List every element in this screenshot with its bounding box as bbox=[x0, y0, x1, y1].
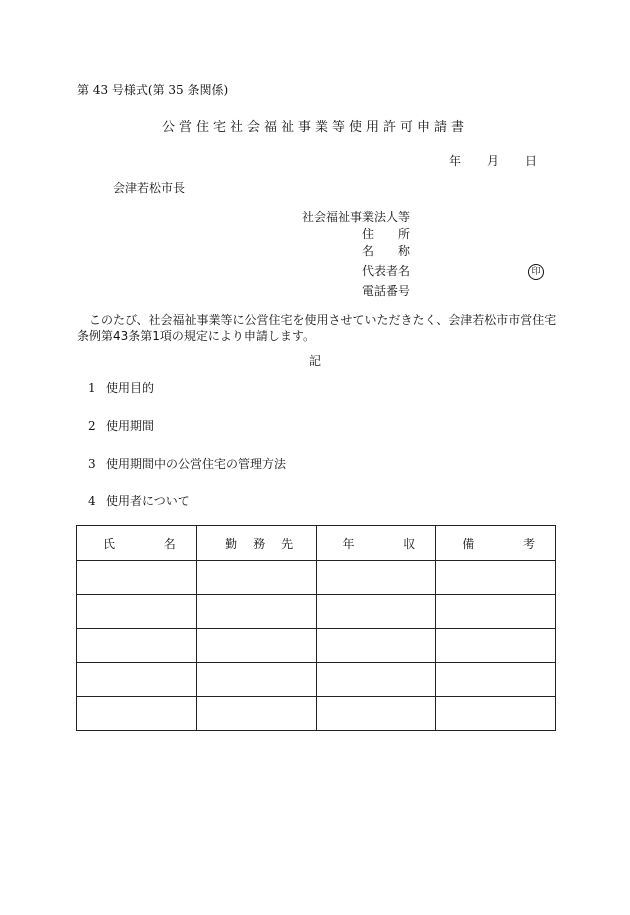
table-cell[interactable] bbox=[196, 561, 316, 595]
item-label: 使用期間中の公営住宅の管理方法 bbox=[106, 457, 287, 471]
table-cell[interactable] bbox=[316, 663, 436, 697]
table-cell[interactable] bbox=[77, 663, 197, 697]
addressee: 会津若松市長 bbox=[113, 181, 186, 195]
header-income bbox=[316, 526, 436, 561]
date-month: 月 bbox=[487, 154, 500, 168]
item-label: 使用期間 bbox=[106, 419, 155, 433]
header-char: 務 bbox=[253, 536, 266, 551]
ki-heading: 記 bbox=[308, 354, 321, 368]
item-usage-period bbox=[88, 420, 154, 432]
form-number: 第 43 号様式(第 35 条関係) bbox=[77, 83, 229, 97]
application-statement: このたび、社会福祉事業等に公営住宅を使用させていただきたく、会津若松市市営住宅条例第43条第1項の規定により申請します。 bbox=[77, 313, 557, 343]
table-cell[interactable] bbox=[196, 697, 316, 731]
header-char: 考 bbox=[522, 536, 535, 551]
table-cell[interactable] bbox=[77, 697, 197, 731]
header-char: 年 bbox=[342, 536, 355, 551]
applicant-representative-label: 代表者名 bbox=[362, 264, 411, 278]
header-remarks bbox=[436, 526, 556, 561]
table-cell[interactable] bbox=[196, 629, 316, 663]
table-cell[interactable] bbox=[436, 561, 556, 595]
table-row bbox=[77, 595, 556, 629]
table-body bbox=[77, 561, 556, 731]
header-char: 名 bbox=[163, 536, 176, 551]
header-char: 勤 bbox=[225, 536, 238, 551]
document-title: 公営住宅社会福祉事業等使用許可申請書 bbox=[161, 120, 468, 135]
header-char: 備 bbox=[462, 536, 475, 551]
table-cell[interactable] bbox=[436, 697, 556, 731]
applicant-block bbox=[302, 211, 552, 297]
table-cell[interactable] bbox=[436, 663, 556, 697]
table-row bbox=[77, 663, 556, 697]
item-label: 使用者について bbox=[106, 494, 190, 508]
table-cell[interactable] bbox=[77, 629, 197, 663]
item-about-users bbox=[88, 495, 190, 507]
table-cell[interactable] bbox=[316, 697, 436, 731]
table-cell[interactable] bbox=[77, 561, 197, 595]
header-char: 氏 bbox=[103, 536, 116, 551]
table-cell[interactable] bbox=[316, 595, 436, 629]
date-year: 年 bbox=[449, 154, 462, 168]
date-day: 日 bbox=[525, 154, 538, 168]
seal-mark: 印 bbox=[528, 264, 544, 280]
item-management-method bbox=[88, 458, 286, 470]
applicant-address-label: 住 所 bbox=[362, 227, 411, 241]
applicant-name-label: 名 称 bbox=[362, 244, 411, 258]
header-name bbox=[77, 526, 197, 561]
table-cell[interactable] bbox=[77, 595, 197, 629]
table-cell[interactable] bbox=[316, 561, 436, 595]
item-label: 使用目的 bbox=[106, 381, 155, 395]
table-cell[interactable] bbox=[436, 629, 556, 663]
item-number: 4 bbox=[88, 494, 96, 508]
table-header-row bbox=[77, 526, 556, 561]
item-number: 1 bbox=[88, 381, 96, 395]
item-number: 3 bbox=[88, 457, 96, 471]
table-cell[interactable] bbox=[316, 629, 436, 663]
applicant-phone-label: 電話番号 bbox=[362, 284, 411, 298]
header-workplace bbox=[196, 526, 316, 561]
date-line bbox=[449, 155, 537, 167]
table-cell[interactable] bbox=[196, 595, 316, 629]
item-usage-purpose bbox=[88, 382, 154, 394]
table-row bbox=[77, 697, 556, 731]
applicant-org-label: 社会福祉事業法人等 bbox=[302, 210, 411, 224]
header-char: 収 bbox=[403, 536, 416, 551]
table-cell[interactable] bbox=[196, 663, 316, 697]
table-cell[interactable] bbox=[436, 595, 556, 629]
table-row bbox=[77, 629, 556, 663]
header-char: 先 bbox=[281, 536, 294, 551]
table-row bbox=[77, 561, 556, 595]
users-table bbox=[76, 525, 556, 731]
item-number: 2 bbox=[88, 419, 96, 433]
